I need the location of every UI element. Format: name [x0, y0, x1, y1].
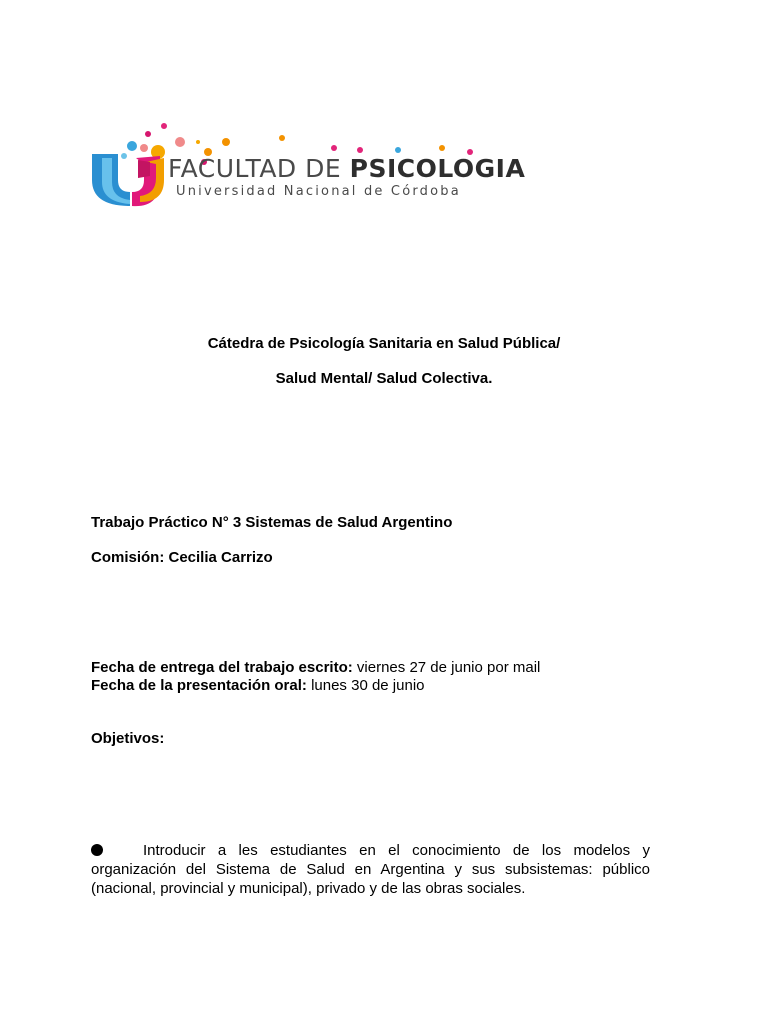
faculty-discipline: PSICOLOGIA — [349, 154, 526, 183]
oral-presentation-value: lunes 30 de junio — [306, 677, 425, 694]
university-name: Universidad Nacional de Córdoba — [176, 184, 461, 199]
chair-title-line-1: Cátedra de Psicología Sanitaria en Salud Pública/ — [207, 335, 561, 352]
faculty-logo — [88, 118, 526, 218]
faculty-prefix: FACULTAD DE — [168, 154, 350, 183]
oral-presentation-date — [91, 677, 425, 694]
bullet-icon — [91, 844, 103, 856]
objective-item — [91, 841, 650, 898]
oral-presentation-label: Fecha de la presentación oral: — [91, 677, 307, 694]
assignment-title: Trabajo Práctico N° 3 Sistemas de Salud Argentino — [91, 514, 453, 531]
written-delivery-date — [91, 659, 540, 676]
chair-title-line-2: Salud Mental/ Salud Colectiva. — [275, 370, 493, 387]
commission: Comisión: Cecilia Carrizo — [91, 549, 273, 566]
objective-text: Introducir a les estudiantes en el conocimiento de los modelos y organización del Sistema de Salud en Argentina y sus subsistemas: público (nacional, provincial y municipal), privado y de las obras sociales. — [91, 842, 650, 897]
written-delivery-label: Fecha de entrega del trabajo escrito: — [91, 659, 353, 676]
objectives-heading: Objetivos: — [91, 730, 165, 747]
faculty-name — [168, 154, 525, 183]
written-delivery-value: viernes 27 de junio por mail — [352, 659, 541, 676]
